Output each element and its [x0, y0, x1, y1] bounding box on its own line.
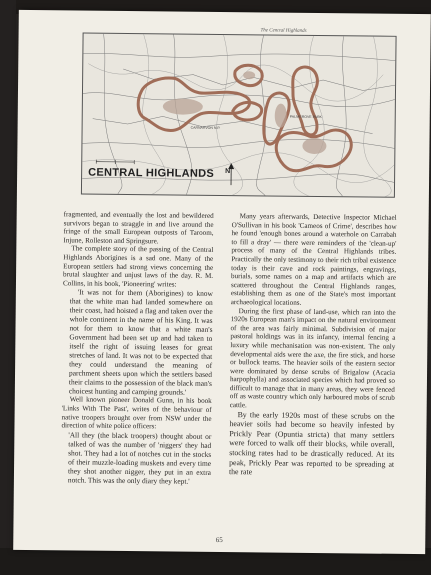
block-quote: 'All they (the black troopers) thought about or talked of was the number of 'niggers' they had shot. They had a lot of notches cut in the stocks of their muzzle-loading muskets and every time they shot another nigger, they put in an extra notch. This was the only diary they kept.'	[67, 430, 212, 486]
map-north-label: N	[225, 168, 231, 176]
left-column	[61, 210, 214, 485]
map-place-label: CARNARVON N.P.	[190, 125, 221, 130]
left-paragraph: fragmented, and eventually the lost and bewildered survivors began to straggle in and live around the fringe of the small European outposts of Taroom, Injune, Rolleston and Springsure.	[63, 210, 214, 246]
book-page	[13, 10, 431, 554]
map-region-shading	[162, 70, 327, 154]
map-place-label: PALMGROVE PARK	[289, 114, 322, 120]
right-paragraph: Many years afterwards, Detective Inspector Michael O'Sullivan in his book 'Cameos of Crime', describes how he found 'enough bones around a waterhole on Carrabah to fill a dray' — there were reminders of the 'clean-up' process of many of the Central Highlands tribes. Practically the only testimony to their rich tribal existence today is their cave and rock paintings, engravings, burials, some names on a map and artifacts which are scattered throughout the Central Highlands ranges, establishing them as one of the State's most important archaeological locations.	[230, 212, 397, 307]
left-paragraph: Well known pioneer Donald Gunn, in his book 'Links With The Past', writes of the behaviour of native troopers brought over from NSW under the direction of white police officers:	[61, 395, 212, 431]
page-number: 65	[215, 535, 223, 545]
right-column	[229, 212, 397, 479]
block-quote: 'It was not for them (Aborigines) to know that the white man had landed somewhere on their coast, had hoisted a flag and taken over the whole continent in the name of his King. It was not for them to know that a white man's Government had been set up and had taken to itself the right of issuing leases for great stretches of land. It was not to be expected that they could understand the meaning of parchment sheets upon which the settlers based their claims to the possession of the black man's choicest hunting and camping grounds.'	[68, 287, 213, 397]
left-paragraph: The complete story of the passing of the Central Highlands Aborigines is a sad one. Many of the European settlers had strong views concerning the brutal slaughter and unjust laws of the day. R. M. Collins, in his book, 'Pioneering' writes:	[62, 244, 214, 289]
right-paragraph: By the early 1920s most of these scrubs on the heavier soils had become so heavily infested by Prickly Pear (Opuntia stricta) that many settlers were forced to walk off their blocks, while overall, stocking rates had to be drastically reduced. At its peak, Prickly Pear was reported to be spreading at the rate	[228, 409, 395, 477]
running-head: The Central Highlands	[260, 28, 307, 34]
map-title: CENTRAL HIGHLANDS	[88, 166, 215, 180]
right-paragraph: During the first phase of land-use, which ran into the 1920s European man's impact on the natural environment of the area was fairly minimal. Subdivision of major pastoral holdings was in its infancy, internal fencing a luxury while mechanisation was non-existent. The only developmental aids were the axe, the fire stick, and horse or bullock teams. The heavier soils of the eastern sector were dominated by dense scrubs of Brigalow (Acacia harpophylla) and associated species which had proved so difficult to manage that in many areas, they were fenced off as waste country which only harboured mobs of scrub cattle.	[229, 306, 396, 410]
region-map	[81, 33, 397, 198]
